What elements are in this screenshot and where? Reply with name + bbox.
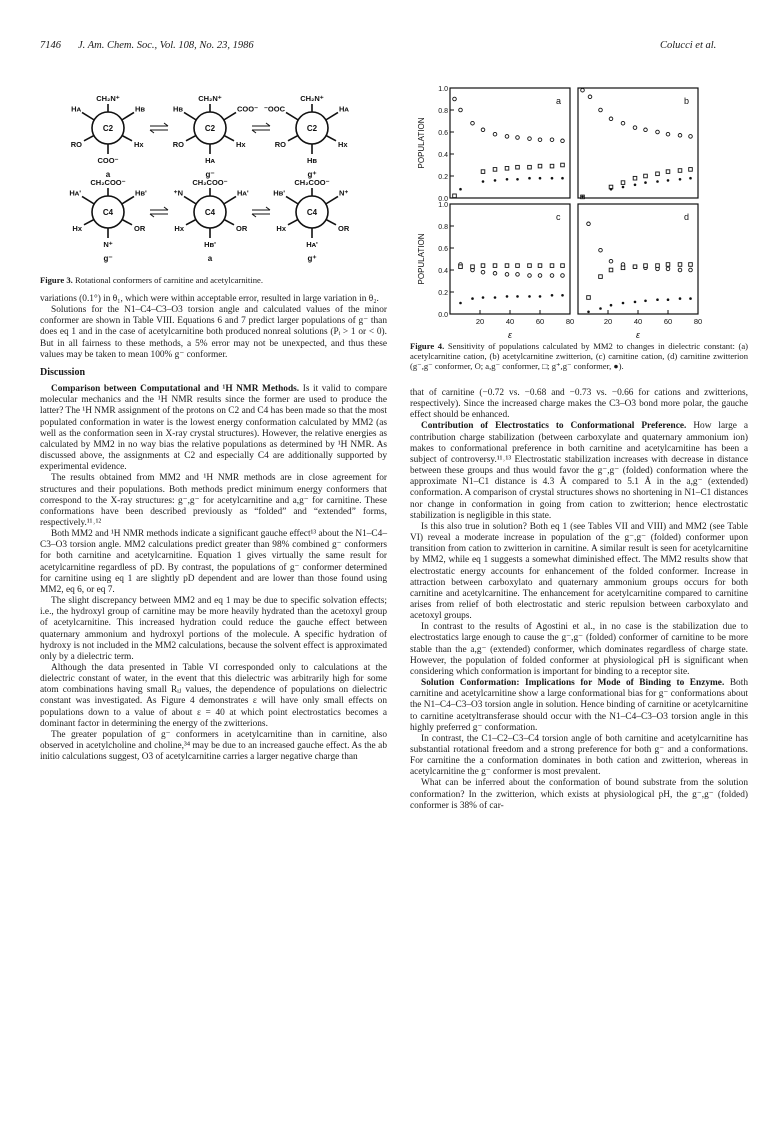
panel-c-circle-point-2 bbox=[481, 270, 485, 274]
panel-a-ytick-label-2: 0.4 bbox=[438, 152, 448, 159]
discussion-heading: Discussion bbox=[40, 366, 86, 378]
panel-b-circle-point-4 bbox=[621, 121, 625, 125]
panel-b-dot-point-1 bbox=[610, 188, 613, 191]
right-column bbox=[410, 388, 748, 812]
figure-4-caption bbox=[410, 341, 748, 372]
right-paragraph-4 bbox=[410, 678, 748, 734]
panel-a-dot-point-5 bbox=[528, 177, 531, 180]
panel-b-dot-point-3 bbox=[634, 184, 637, 187]
panel-d-dot-point-8 bbox=[679, 297, 682, 300]
panel-d-circle-point-9 bbox=[689, 268, 693, 272]
newman-r0-c1-label-ul: Hʙ bbox=[172, 104, 183, 114]
section-head-comparison: Comparison between Computational and ¹H NMR Methods. bbox=[51, 384, 300, 395]
panel-d-dot-point-9 bbox=[689, 297, 692, 300]
panel-a-ytick-label-0: 0.0 bbox=[438, 196, 448, 203]
panel-a-square-point-6 bbox=[538, 164, 542, 168]
panel-c-ylabel: POPULATION bbox=[417, 233, 426, 285]
panel-d-circle-point-7 bbox=[666, 267, 670, 271]
section-head-solution-conformation: Solution Conformation: Implications for Mode of Binding to Enzyme. bbox=[421, 678, 725, 689]
panel-b-circle-point-5 bbox=[633, 126, 637, 130]
newman-r1-c1-label-lr: OR bbox=[236, 223, 248, 233]
panel-c-circle-point-9 bbox=[561, 274, 565, 278]
panel-d-circle-point-8 bbox=[678, 268, 682, 272]
newman-r0-c1-conformer: g⁻ bbox=[205, 170, 215, 179]
newman-r0-c1-label-lr: Hx bbox=[236, 139, 246, 149]
panel-c-square-point-6 bbox=[528, 264, 532, 268]
panel-c-dot-point-7 bbox=[539, 295, 542, 298]
panel-c-ytick-label-2: 0.4 bbox=[438, 268, 448, 275]
panel-a-circle-point-6 bbox=[516, 136, 520, 140]
newman-r1-c1-conformer: a bbox=[207, 254, 213, 263]
panel-a-square-point-5 bbox=[528, 165, 532, 169]
newman-r1-c0-label-ul: Hᴀ' bbox=[69, 188, 81, 198]
right-paragraph-5: In contrast, the C1–C2–C3–C4 torsion angle of both carnitine and acetylcarnitine has substantial rotational freedom and a strong preference for both g⁻ and a conformations. For carnitine the a conformation dominates in both cation and zwitterion, whereas in acetylcarnitine the g⁻ conformer is most prevalent. bbox=[410, 733, 748, 778]
panel-d-square-point-8 bbox=[678, 263, 682, 267]
panel-d-dot-point-6 bbox=[656, 298, 659, 301]
panel-c-dot-point-9 bbox=[561, 294, 564, 297]
panel-b-square-point-3 bbox=[633, 176, 637, 180]
newman-r0-c2-label-ll: RO bbox=[274, 139, 286, 149]
panel-c-square-point-0 bbox=[459, 265, 463, 269]
newman-r1-c0-center-label: C4 bbox=[102, 208, 114, 217]
left-paragraph-2 bbox=[40, 384, 387, 473]
figure-3-caption-text: Rotational conformers of carnitine and acetylcarnitine. bbox=[74, 275, 263, 285]
panel-c-square-point-9 bbox=[561, 264, 565, 268]
newman-r1-c0-label-ur: Hʙ' bbox=[135, 188, 147, 198]
newman-r1-c2-center-label: C4 bbox=[306, 208, 318, 217]
newman-r1-c1-center-label: C4 bbox=[204, 208, 216, 217]
panel-a-ytick-label-3: 0.6 bbox=[438, 130, 448, 137]
newman-r1-c1-label-ur: Hᴀ' bbox=[237, 188, 249, 198]
panel-a-dot-point-1 bbox=[482, 180, 485, 183]
panel-d-square-point-3 bbox=[621, 266, 625, 270]
panel-b-square-point-8 bbox=[689, 168, 693, 172]
panel-c-dot-point-2 bbox=[482, 296, 485, 299]
newman-r0-c0-front-atom: CH₂N⁺ bbox=[96, 94, 120, 103]
newman-r1-c1-front-atom: CH₂COO⁻ bbox=[192, 178, 228, 187]
journal-citation: J. Am. Chem. Soc., Vol. 108, No. 23, 1986 bbox=[78, 40, 254, 51]
panel-b-circle-point-7 bbox=[656, 130, 660, 134]
newman-r1-c0-back-ur bbox=[122, 196, 134, 204]
panel-d-dot-point-7 bbox=[667, 298, 670, 301]
newman-r1-c0-conformer: g⁻ bbox=[103, 254, 113, 263]
panel-c-dot-point-4 bbox=[506, 295, 509, 298]
left-paragraph-4: Both MM2 and ¹H NMR methods indicate a significant gauche effect¹³ about the N1–C4–C3–O3 torsion angle. MM2 calculations predict greater than 98% combined g⁻ conformers for both carnitine and acetylcarnitine. Equation 1 gives virtually the same result for acetylcarnitine regardless of pD. By contrast, the populations of g⁻ conformer determined for carnitine using eq 1 are slightly pD dependent and are lower than those found using MM2, eq 6, or eq 7. bbox=[40, 529, 387, 595]
newman-r0-c0-conformer: a bbox=[105, 170, 111, 179]
newman-r1-c1-back-ur bbox=[224, 196, 236, 204]
panel-d-xlabel: ε bbox=[636, 330, 640, 340]
left-paragraph-2-text: Is it valid to compare molecular mechanics and the ¹H NMR results since the former are used to produce the latter? The ¹H NMR assignment of the protons on C2 and C4 has been made so that the most populated conformation in water is the lowest energy conformation calculated by MM2 (as well as the conformation seen in X-ray crystal structures). However, the relative energies as calculated by MM2 in no way bias the relative populations as determined by ¹H NMR. As discussed above, the assignments at C2 and especially C4 are additionally supported by experimental evidence. bbox=[40, 384, 387, 473]
panel-c-xtick-label-2: 60 bbox=[535, 317, 545, 326]
newman-r1-c2-label-ul: Hʙ' bbox=[273, 188, 285, 198]
newman-r1-c2-back-ul bbox=[286, 196, 298, 204]
panel-a-dot-point-2 bbox=[494, 179, 497, 182]
panel-b-frame bbox=[578, 88, 698, 198]
newman-r1-c1-label-ll: Hx bbox=[174, 223, 184, 233]
panel-c-xtick-label-3: 80 bbox=[565, 317, 575, 326]
running-authors: Colucci et al. bbox=[660, 40, 717, 51]
panel-c-circle-point-3 bbox=[493, 272, 497, 276]
newman-r0-c1-back-ul bbox=[184, 112, 196, 120]
panel-c-ytick-label-0: 0.0 bbox=[438, 312, 448, 319]
panel-d-xtick-label-1: 40 bbox=[633, 317, 643, 326]
panel-a-circle-point-4 bbox=[493, 132, 497, 136]
panel-d-square-point-9 bbox=[689, 263, 693, 267]
panel-b-dot-point-6 bbox=[667, 179, 670, 182]
panel-a-dot-point-0 bbox=[459, 188, 462, 191]
panel-b-dot-point-7 bbox=[679, 178, 682, 181]
right-paragraph-3: In contrast to the results of Agostini et al., in no case is the stabilization due to electrostatics large enough to cause the g⁻,g⁻ (folded) conformer of carnitine to be more stable than the a,g⁻ (extended) conformer, which dominates regardless of charge state. However, the population of folded conformer at physiological pH is significant when considering which conformation is important for binding to a receptor site. bbox=[410, 622, 748, 677]
figure-3-label: Figure 3. bbox=[40, 275, 73, 285]
newman-r0-c2-label-ur: Hᴀ bbox=[339, 104, 349, 114]
panel-b-square-point-7 bbox=[678, 169, 682, 173]
newman-r1-c0-front-atom: CH₂COO⁻ bbox=[90, 178, 126, 187]
panel-c-circle-point-6 bbox=[528, 274, 532, 278]
panel-c-square-point-4 bbox=[505, 264, 509, 268]
panel-c-xlabel: ε bbox=[508, 330, 512, 340]
panel-c-circle-point-7 bbox=[538, 274, 542, 278]
panel-c-dot-point-5 bbox=[516, 295, 519, 298]
panel-c-ytick-label-1: 0.2 bbox=[438, 290, 448, 297]
panel-c-xtick-label-0: 20 bbox=[475, 317, 485, 326]
panel-a-circle-point-1 bbox=[459, 108, 463, 112]
panel-b-dot-point-0 bbox=[581, 196, 584, 199]
panel-d-square-point-0 bbox=[587, 296, 591, 300]
panel-a-ytick-label-5: 1.0 bbox=[438, 86, 448, 93]
newman-r0-c0-label-ul: Hᴀ bbox=[71, 104, 81, 114]
newman-r0-c0-label-ll: RO bbox=[70, 139, 82, 149]
newman-r0-c2-label-lr: Hx bbox=[338, 139, 348, 149]
newman-r1-c2-label-ur: N⁺ bbox=[339, 188, 349, 198]
panel-a-dot-point-7 bbox=[551, 177, 554, 180]
figure-4-chart bbox=[410, 82, 710, 340]
newman-r1-c0-label-ll: Hx bbox=[72, 223, 82, 233]
panel-b-circle-point-1 bbox=[588, 95, 592, 99]
panel-d-xtick-label-2: 60 bbox=[663, 317, 673, 326]
panel-d-circle-point-0 bbox=[587, 222, 591, 226]
panel-a-ylabel: POPULATION bbox=[417, 117, 426, 169]
newman-r1-c1-back-ul bbox=[184, 196, 196, 204]
figure-4-caption-text: Sensitivity of populations calculated by MM2 to changes in dielectric constant: (a) acetylcarnitine cation, (b) acetylcarnitine zwitterion, (c) carnitine cation, (d) carnitine zwitterion (g⁻,g⁻ conformer, O; a,g⁻ conformer, □; g⁺,g⁻ conformer, ●). bbox=[410, 341, 749, 372]
panel-b-dot-point-2 bbox=[622, 186, 625, 189]
panel-c-dot-point-1 bbox=[471, 297, 474, 300]
panel-c-square-point-3 bbox=[493, 264, 497, 268]
panel-a-square-point-4 bbox=[516, 165, 520, 169]
newman-r1-c1-label-ul: ⁺N bbox=[173, 188, 183, 198]
newman-r0-c0-label-lr: Hx bbox=[134, 139, 144, 149]
panel-a-dot-point-6 bbox=[539, 177, 542, 180]
panel-c-ytick-label-3: 0.6 bbox=[438, 246, 448, 253]
right-paragraph-4-text: Both carnitine and acetylcarnitine show a large conformational bias for g⁻ conformations about the N1–C4–C3–O3 torsion angle in solution. Hence binding of carnitine or acetylcarnitine to carnitine acetyltransferase should occur with the N1–C4–C3–O3 torsion angle in this highly preferred g⁻ conformation. bbox=[410, 678, 748, 733]
panel-a-square-point-0 bbox=[453, 194, 457, 198]
newman-r1-c1-label-bottom: Hʙ' bbox=[204, 240, 216, 249]
panel-a-circle-point-8 bbox=[538, 138, 542, 142]
panel-c-circle-point-8 bbox=[550, 274, 554, 278]
panel-d-xtick-label-3: 80 bbox=[693, 317, 703, 326]
panel-b-square-point-5 bbox=[656, 172, 660, 176]
newman-r0-c2-back-ul bbox=[286, 112, 298, 120]
panel-c-dot-point-0 bbox=[459, 302, 462, 305]
newman-r0-c1-back-ur bbox=[224, 112, 236, 120]
panel-c-dot-point-8 bbox=[551, 294, 554, 297]
right-paragraph-0: that of carnitine (−0.72 vs. −0.68 and −0.73 vs. −0.66 for cations and zwitterions, respectively). Since the increased charge makes the C3–O3 bond more polar, the gauche effect should be enhanced. bbox=[410, 388, 748, 421]
panel-a-square-point-8 bbox=[561, 163, 565, 167]
panel-c-circle-point-5 bbox=[516, 273, 520, 277]
panel-b-square-point-6 bbox=[666, 170, 670, 174]
newman-r0-c0-center-label: C2 bbox=[102, 124, 114, 133]
panel-d-square-point-7 bbox=[666, 263, 670, 267]
figure-3-caption bbox=[40, 275, 387, 285]
panel-d-square-point-4 bbox=[633, 265, 637, 269]
figure-3 bbox=[40, 86, 387, 266]
panel-d-square-point-2 bbox=[609, 268, 613, 272]
newman-r0-c2-back-ur bbox=[326, 112, 338, 120]
panel-d-square-point-1 bbox=[599, 275, 603, 279]
left-paragraph-5: The slight discrepancy between MM2 and eq 1 may be due to specific solvation effects; i.e., the hydroxyl group of carnitine may be more heavily hydrated than the acetoxyl group of acetylcarnitine. This increased hydration could reduce the gauche effect between quaternary ammonium and hydroxyl portions of the molecule. A specific hydration of hydroxy is not included in the MM2 calculations, because the solvent effect is approximated only by a dielectric term. bbox=[40, 596, 387, 662]
left-paragraph-1: Solutions for the N1–C4–C3–O3 torsion angle and calculated values of the minor conformer are shown in Table VIII. Equations 6 and 7 predict larger populations of g⁻ than does eq 1 and in the case of acetylcarnitine both produced nonreal solutions (Pᵢ > 1 or < 0). But in all fairness to these methods, a 5% error may not be unexpected, and thus these values may be taken to mean 100% g⁻ conformer. bbox=[40, 305, 387, 360]
newman-r0-c0-back-ul bbox=[82, 112, 94, 120]
right-paragraph-2: Is this also true in solution? Both eq 1 (see Tables VII and VIII) and MM2 (see Table VI) reveal a moderate increase in population of the g⁻,g⁻ (folded) conformer upon transition from cation to zwitterion in carnitine. A similar result is seen for acetylcarnitine by MM2, while eq 1 suggests a somewhat diminished effect. The MM2 results show that electrostatic energy accounts for enhancement of the folded conformer. Increase in attraction between carboxylato and quaternary ammonium groups occurs for both carnitine and acetylcarnitine. The enhancement for acetylcarnitine compared to carnitine arises from relief of both electrostatic and steric repulsion between carboxylato and acetoxyl groups. bbox=[410, 521, 748, 622]
panel-d-dot-point-3 bbox=[622, 302, 625, 305]
newman-r0-c2-label-ul: ⁻OOC bbox=[263, 104, 285, 114]
newman-r1-c2-front-atom: CH₂COO⁻ bbox=[294, 178, 330, 187]
newman-r1-c0-back-ul bbox=[82, 196, 94, 204]
newman-r0-c0-back-ur bbox=[122, 112, 134, 120]
panel-c-square-point-2 bbox=[481, 264, 485, 268]
panel-a-frame bbox=[450, 88, 570, 198]
panel-c-frame bbox=[450, 204, 570, 314]
panel-d-dot-point-0 bbox=[587, 311, 590, 314]
panel-d-dot-point-4 bbox=[634, 301, 637, 304]
panel-a-dot-point-4 bbox=[516, 178, 519, 181]
panel-a-dot-point-3 bbox=[506, 178, 509, 181]
newman-r0-c1-label-ll: RO bbox=[172, 139, 184, 149]
panel-c-dot-point-3 bbox=[494, 296, 497, 299]
panel-b-dot-point-4 bbox=[644, 181, 647, 184]
panel-a-circle-point-2 bbox=[471, 121, 475, 125]
panel-b-circle-point-10 bbox=[689, 135, 693, 139]
panel-a-square-point-7 bbox=[550, 164, 554, 168]
newman-r0-c2-conformer: g⁺ bbox=[307, 170, 317, 179]
panel-a-circle-point-9 bbox=[550, 138, 554, 142]
panel-d-xtick-label-0: 20 bbox=[603, 317, 613, 326]
panel-a-circle-point-7 bbox=[528, 137, 532, 141]
panel-d-square-point-5 bbox=[644, 264, 648, 268]
left-paragraph-0: variations (0.1°) in θ₁, which were within acceptable error, resulted in large variation in θ₂. bbox=[40, 294, 379, 304]
panel-a-ytick-label-1: 0.2 bbox=[438, 174, 448, 181]
newman-r1-c2-label-lr: OR bbox=[338, 223, 350, 233]
newman-r1-c0-label-bottom: N⁺ bbox=[103, 240, 113, 249]
panel-a-square-point-2 bbox=[493, 168, 497, 172]
figure-4-label: Figure 4. bbox=[410, 341, 445, 351]
left-paragraph-3: The results obtained from MM2 and ¹H NMR methods are in close agreement for structures and their populations. Both methods predict minimum energy conformers that correspond to the X-ray structures: g⁻,g⁻ for acetylcarnitine and a,g⁻ for carnitine. These conformations have been described previously as “folded” and “extended” forms, respectively.¹¹˒¹² bbox=[40, 473, 387, 528]
panel-b-circle-point-3 bbox=[609, 117, 613, 121]
left-column bbox=[40, 294, 387, 763]
panel-b-dot-point-8 bbox=[689, 177, 692, 180]
newman-r0-c2-front-atom: CH₂N⁺ bbox=[300, 94, 324, 103]
newman-r0-c2-center-label: C2 bbox=[306, 124, 318, 133]
panel-d-dot-point-2 bbox=[610, 304, 613, 307]
right-paragraph-1 bbox=[410, 421, 748, 521]
panel-c-square-point-1 bbox=[471, 265, 475, 269]
newman-r0-c1-label-bottom: Hᴀ bbox=[205, 156, 215, 165]
newman-r0-c1-center-label: C2 bbox=[204, 124, 216, 133]
newman-r1-c2-label-ll: Hx bbox=[276, 223, 286, 233]
panel-a-label: a bbox=[556, 96, 562, 106]
panel-c-square-point-5 bbox=[516, 264, 520, 268]
left-paragraph-6: Although the data presented in Table VI corresponded only to calculations at the dielectric constant of water, in the event that this dielectric was arbitrarily high for some atom combinations having small Rᵢⱼ values, the dependence of populations on dielectric constant was investigated. As Figure 4 demonstrates ε will have only small effects on populations down to a value of about ε = 40 at which point electrostatics becomes a dominant factor in determining the energy of the zwitterions. bbox=[40, 663, 387, 729]
panel-c-circle-point-4 bbox=[505, 273, 509, 277]
right-paragraph-6: What can be inferred about the conformation of bound substrate from the solution conformation? In the zwitterion, which exists at physiological pH, the g⁻,g⁻ (folded) conformer is 38% of car- bbox=[410, 778, 748, 811]
panel-d-label: d bbox=[684, 212, 690, 222]
panel-c-square-point-7 bbox=[538, 264, 542, 268]
panel-b-circle-point-6 bbox=[644, 128, 648, 132]
newman-r1-c2-label-bottom: Hᴀ' bbox=[306, 240, 318, 249]
panel-c-ytick-label-4: 0.8 bbox=[438, 224, 448, 231]
newman-r0-c1-label-ur: COO⁻ bbox=[237, 104, 259, 114]
newman-r1-c2-back-ur bbox=[326, 196, 338, 204]
newman-r0-c2-label-bottom: Hʙ bbox=[306, 156, 318, 165]
panel-a-circle-point-0 bbox=[453, 97, 457, 101]
panel-b-circle-point-2 bbox=[599, 108, 603, 112]
left-paragraph-7: The greater population of g⁻ conformers in acetylcarnitine than in carnitine, also observed in acetylcholine and choline,³⁴ may be due to an increased gauche effect. As the ab initio calculations suggest, O3 of acetylcarnitine carries a larger negative charge than bbox=[40, 729, 387, 763]
newman-r0-c1-front-atom: CH₂N⁺ bbox=[198, 94, 222, 103]
panel-b-circle-point-8 bbox=[666, 132, 670, 136]
panel-d-dot-point-1 bbox=[599, 307, 602, 310]
panel-b-square-point-2 bbox=[621, 181, 625, 185]
section-head-electrostatics: Contribution of Electrostatics to Conformational Preference. bbox=[421, 421, 687, 432]
panel-b-label: b bbox=[684, 96, 690, 106]
panel-c-square-point-8 bbox=[550, 264, 554, 268]
newman-r1-c0-label-lr: OR bbox=[134, 223, 146, 233]
panel-b-square-point-4 bbox=[644, 174, 648, 178]
panel-b-circle-point-0 bbox=[581, 88, 585, 92]
panel-a-circle-point-5 bbox=[505, 135, 509, 139]
panel-c-label: c bbox=[556, 212, 561, 222]
panel-a-circle-point-10 bbox=[561, 139, 565, 143]
panel-d-circle-point-1 bbox=[599, 248, 603, 252]
panel-c-ytick-label-5: 1.0 bbox=[438, 202, 448, 209]
newman-r0-c0-label-ur: Hʙ bbox=[135, 104, 146, 114]
panel-a-ytick-label-4: 0.8 bbox=[438, 108, 448, 115]
newman-r0-c0-label-bottom: COO⁻ bbox=[97, 156, 119, 165]
panel-d-square-point-6 bbox=[656, 264, 660, 268]
panel-a-circle-point-3 bbox=[481, 128, 485, 132]
panel-b-dot-point-5 bbox=[656, 180, 659, 183]
right-paragraph-1-text: How large a contribution charge stabilization (between carboxylate and quaternary ammonium ion) makes to conformational preference in both carnitine and acetylcarnitine has been a subject of controversy.¹¹˒¹³ Electrostatic stabilization increases with decrease in distance between these groups and thus would favor the g⁻,g⁻ (folded) conformation where the approximate N1–C1 distance is 4.3 Å compared to 5.1 Å in the a,g⁻ (extended) conformation. A comparison of crystal structures shows no shortening in N1–C1 distances nor change in conformation in going from cation to zwitterion; hence electrostatic stabilization is negligible in this state. bbox=[410, 421, 748, 521]
figure-3-newman-drawing bbox=[40, 86, 387, 266]
panel-b-circle-point-9 bbox=[678, 134, 682, 138]
panel-a-square-point-1 bbox=[481, 170, 485, 174]
panel-a-dot-point-8 bbox=[561, 177, 564, 180]
panel-c-xtick-label-1: 40 bbox=[505, 317, 515, 326]
panel-d-dot-point-5 bbox=[644, 300, 647, 303]
page-number: 7146 bbox=[40, 40, 61, 51]
panel-d-circle-point-2 bbox=[609, 259, 613, 263]
panel-c-dot-point-6 bbox=[528, 295, 531, 298]
newman-r1-c2-conformer: g⁺ bbox=[307, 254, 317, 263]
panel-a-square-point-3 bbox=[505, 167, 509, 171]
